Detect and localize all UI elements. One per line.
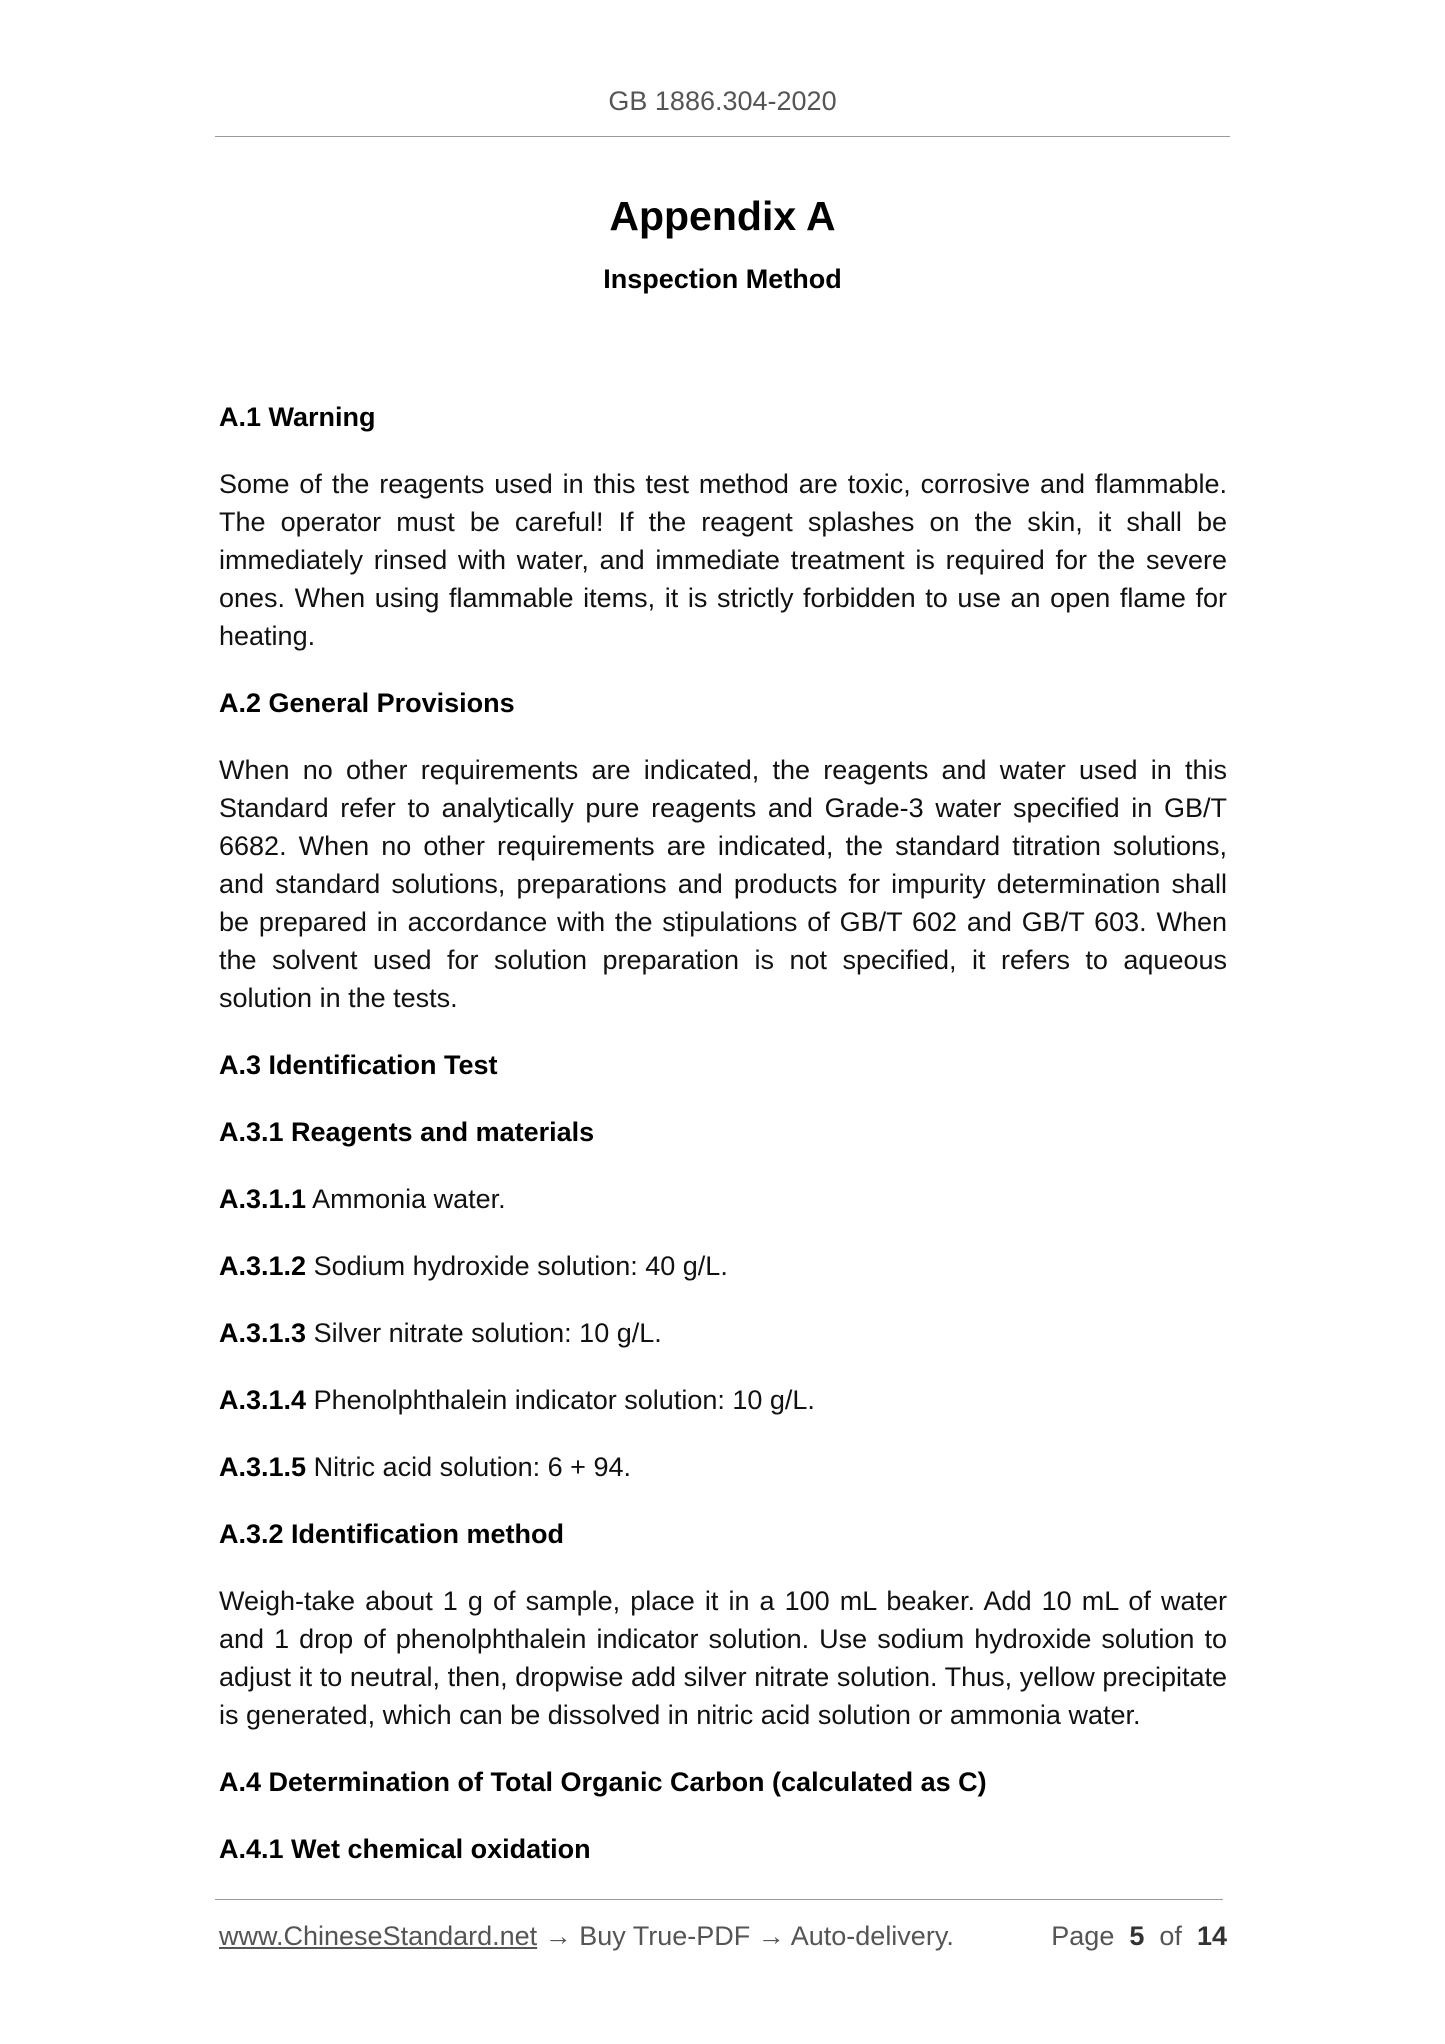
item-number: A.3.1.1 [219,1184,307,1214]
footer-tagline: → Buy True-PDF → Auto-delivery. [537,1921,954,1951]
document-body [219,398,1227,1897]
header-doc-id: GB 1886.304-2020 [608,86,837,116]
section-text-a32: Weigh-take about 1 g of sample, place it in a 100 mL beaker. Add 10 mL of water and 1 drop of phenolphthalein indicator solution. Use sodium hydroxide solution to adjust it to neutral, then, dropwise add silver nitrate solution. Thus, yellow precipitate is generated, which can be dissolved in nitric acid solution or ammonia water. [219,1586,1227,1730]
footer-promo [219,1921,954,1952]
section-heading-a1: A.1 Warning [219,402,376,432]
item-text: Silver nitrate solution: 10 g/L. [306,1318,662,1348]
item-text: Phenolphthalein indicator solution: 10 g/L. [306,1385,815,1415]
header-divider [215,136,1230,137]
item-text: Nitric acid solution: 6 + 94. [306,1452,631,1482]
footer-divider [215,1899,1223,1900]
section-heading-a4: A.4 Determination of Total Organic Carbon (calculated as C) [219,1767,987,1797]
item-text: Ammonia water. [306,1184,506,1214]
list-item [219,1180,1227,1218]
page-title: Appendix A [609,193,836,239]
section-heading-a31: A.3.1 Reagents and materials [219,1117,595,1147]
page-number [1051,1921,1227,1952]
list-item [219,1448,1227,1486]
page-subtitle: Inspection Method [603,264,842,294]
section-heading-a32: A.3.2 Identification method [219,1519,565,1549]
list-item [219,1381,1227,1419]
item-number: A.3.1.3 [219,1318,307,1348]
item-number: A.3.1.2 [219,1251,307,1281]
section-heading-a41: A.4.1 Wet chemical oxidation [219,1834,591,1864]
website-link[interactable]: www.ChineseStandard.net [219,1921,538,1951]
section-heading-a2: A.2 General Provisions [219,688,515,718]
list-item [219,1247,1227,1285]
section-text-a1: Some of the reagents used in this test method are toxic, corrosive and flammable. The operator must be careful! If the reagent splashes on the skin, it shall be immediately rinsed with water, and immediate treatment is required for the severe ones. When using flammable items, it is strictly forbidden to use an open flame for heating. [219,469,1227,651]
list-item [219,1314,1227,1352]
page-footer [219,1921,1227,1959]
page-label: Page [1051,1921,1115,1951]
section-text-a2: When no other requirements are indicated, the reagents and water used in this Standard refer to analytically pure reagents and Grade-3 water specified in GB/T 6682. When no other requirements are indicated, the standard titration solutions, and standard solutions, preparations and products for impurity determination shall be prepared in accordance with the stipulations of GB/T 602 and GB/T 603. When the solvent used for solution preparation is not specified, it refers to aqueous solution in the tests. [219,755,1227,1013]
page-of: of [1159,1921,1182,1951]
item-text: Sodium hydroxide solution: 40 g/L. [306,1251,728,1281]
page-current: 5 [1129,1921,1145,1951]
page-total: 14 [1196,1921,1227,1951]
section-heading-a3: A.3 Identification Test [219,1050,498,1080]
item-number: A.3.1.4 [219,1385,307,1415]
item-number: A.3.1.5 [219,1452,307,1482]
